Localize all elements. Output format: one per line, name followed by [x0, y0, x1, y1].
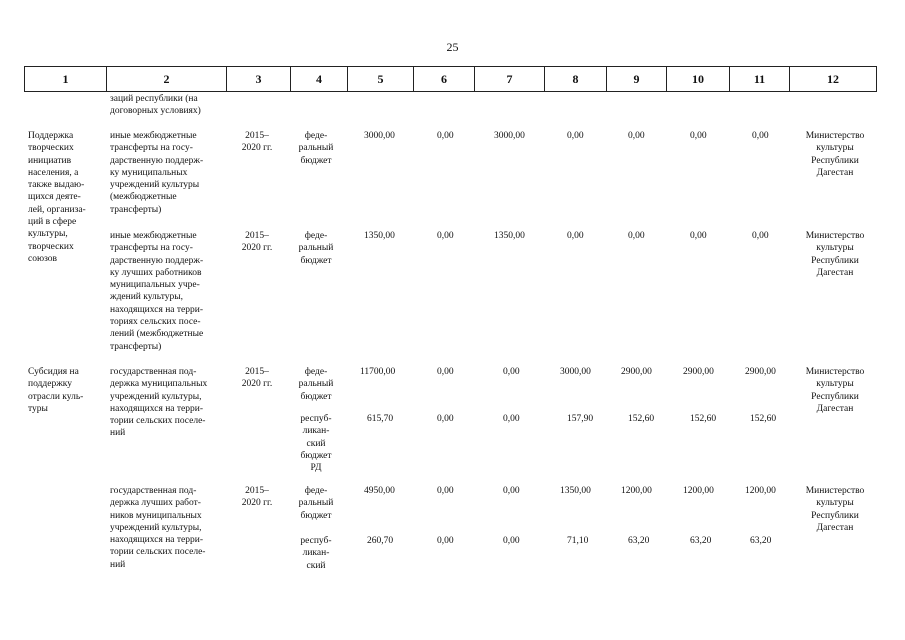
value-col-5: 260,70: [367, 536, 394, 546]
value-col-7: 1350,00: [494, 231, 525, 241]
value-col-6: 0,00: [437, 536, 454, 546]
row-budget-source-republican: респуб- ликан- ский бюджет РД: [300, 414, 332, 474]
value-col-6: 0,00: [437, 131, 454, 141]
value-col-5: 615,70: [367, 414, 394, 424]
row-years: 2015– 2020 гг.: [241, 367, 273, 390]
value-col-9: 0,00: [628, 231, 645, 241]
column-header-11: 11: [730, 67, 790, 92]
value-col-5: 11700,00: [360, 367, 396, 377]
row-description: государственная под- держка лучших работ- ников муниципальных учреждений культуры, находящихся на терри- тории сельских поселе- ний: [110, 486, 206, 570]
value-col-5: 4950,00: [364, 486, 395, 496]
row-budget-source-federal: феде- ральный бюджет: [298, 486, 334, 521]
row-budget-source: феде- ральный бюджет: [298, 231, 334, 266]
row-executor: Министерство культуры Республики Дагестан: [805, 131, 865, 178]
column-header-4: 4: [291, 67, 348, 92]
row-years: 2015– 2020 гг.: [241, 486, 273, 509]
value-col-11: 152,60: [750, 414, 777, 424]
value-col-6: 0,00: [437, 367, 454, 377]
row-description: государственная под- держка муниципальных учреждений культуры, находящихся на терри- тории сельских поселе- ний: [110, 367, 208, 439]
value-col-10: 0,00: [690, 131, 707, 141]
value-col-7: 3000,00: [494, 131, 525, 141]
row-executor: Министерство культуры Республики Дагестан: [805, 367, 865, 414]
value-col-6: 0,00: [437, 414, 454, 424]
row-executor: Министерство культуры Республики Дагестан: [805, 486, 865, 533]
value-col-11: 0,00: [752, 131, 769, 141]
value-col-5: 1350,00: [364, 231, 395, 241]
row-description: иные межбюджетные трансферты на госу- дарственную поддерж- ку муниципальных учреждений культуры (межбюджетные трансферты): [110, 131, 204, 215]
value-col-10: 1200,00: [683, 486, 714, 496]
value-col-8: 1350,00: [560, 486, 591, 496]
column-header-5: 5: [348, 67, 414, 92]
value-col-6: 0,00: [437, 486, 454, 496]
row-executor: Министерство культуры Республики Дагестан: [805, 231, 865, 278]
column-header-9: 9: [607, 67, 667, 92]
value-col-9: 0,00: [628, 131, 645, 141]
column-header-7: 7: [475, 67, 545, 92]
value-col-10: 0,00: [690, 231, 707, 241]
value-col-9: 1200,00: [621, 486, 652, 496]
value-col-7: 0,00: [503, 367, 520, 377]
value-col-8: 157,90: [567, 414, 594, 424]
row-budget-source: феде- ральный бюджет: [298, 131, 334, 166]
column-header-1: 1: [25, 67, 107, 92]
value-col-7: 0,00: [503, 536, 520, 546]
value-col-8: 0,00: [567, 231, 584, 241]
value-col-11: 2900,00: [745, 367, 776, 377]
value-col-9: 2900,00: [621, 367, 652, 377]
value-col-9: 63,20: [628, 536, 650, 546]
column-header-12: 12: [790, 67, 877, 92]
row-years: 2015– 2020 гг.: [241, 131, 273, 154]
column-header-10: 10: [667, 67, 730, 92]
value-col-6: 0,00: [437, 231, 454, 241]
value-col-8: 71,10: [567, 536, 589, 546]
page-number: 25: [446, 40, 459, 54]
value-col-9: 152,60: [628, 414, 655, 424]
value-col-8: 0,00: [567, 131, 584, 141]
value-col-10: 152,60: [690, 414, 717, 424]
value-col-11: 1200,00: [745, 486, 776, 496]
continued-description: заций республики (на договорных условиях): [110, 94, 201, 117]
value-col-10: 2900,00: [683, 367, 714, 377]
column-header-8: 8: [545, 67, 607, 92]
value-col-8: 3000,00: [560, 367, 591, 377]
column-header-3: 3: [227, 67, 291, 92]
group-2-label: Субсидия на поддержку отрасли куль- туры: [28, 367, 84, 414]
row-years: 2015– 2020 гг.: [241, 231, 273, 254]
column-header-2: 2: [107, 67, 227, 92]
value-col-5: 3000,00: [364, 131, 395, 141]
value-col-11: 0,00: [752, 231, 769, 241]
value-col-10: 63,20: [690, 536, 712, 546]
value-col-7: 0,00: [503, 414, 520, 424]
value-col-7: 0,00: [503, 486, 520, 496]
row-budget-source-federal: феде- ральный бюджет: [298, 367, 334, 402]
group-1-label: Поддержка творческих инициатив населения, а также выдаю- щихся деяте- лей, организа- ций в сфере культуры, творческих союзов: [28, 131, 86, 264]
column-header-6: 6: [414, 67, 475, 92]
value-col-11: 63,20: [750, 536, 772, 546]
row-budget-source-republican: респуб- ликан- ский: [300, 536, 332, 571]
column-header-table: [24, 66, 877, 92]
row-description: иные межбюджетные трансферты на госу- дарственную поддерж- ку лучших работников муниципальных учре- ждений культуры, находящихся на терри- ториях сельских посе- лений (межбюджетные трансферты): [110, 231, 204, 352]
